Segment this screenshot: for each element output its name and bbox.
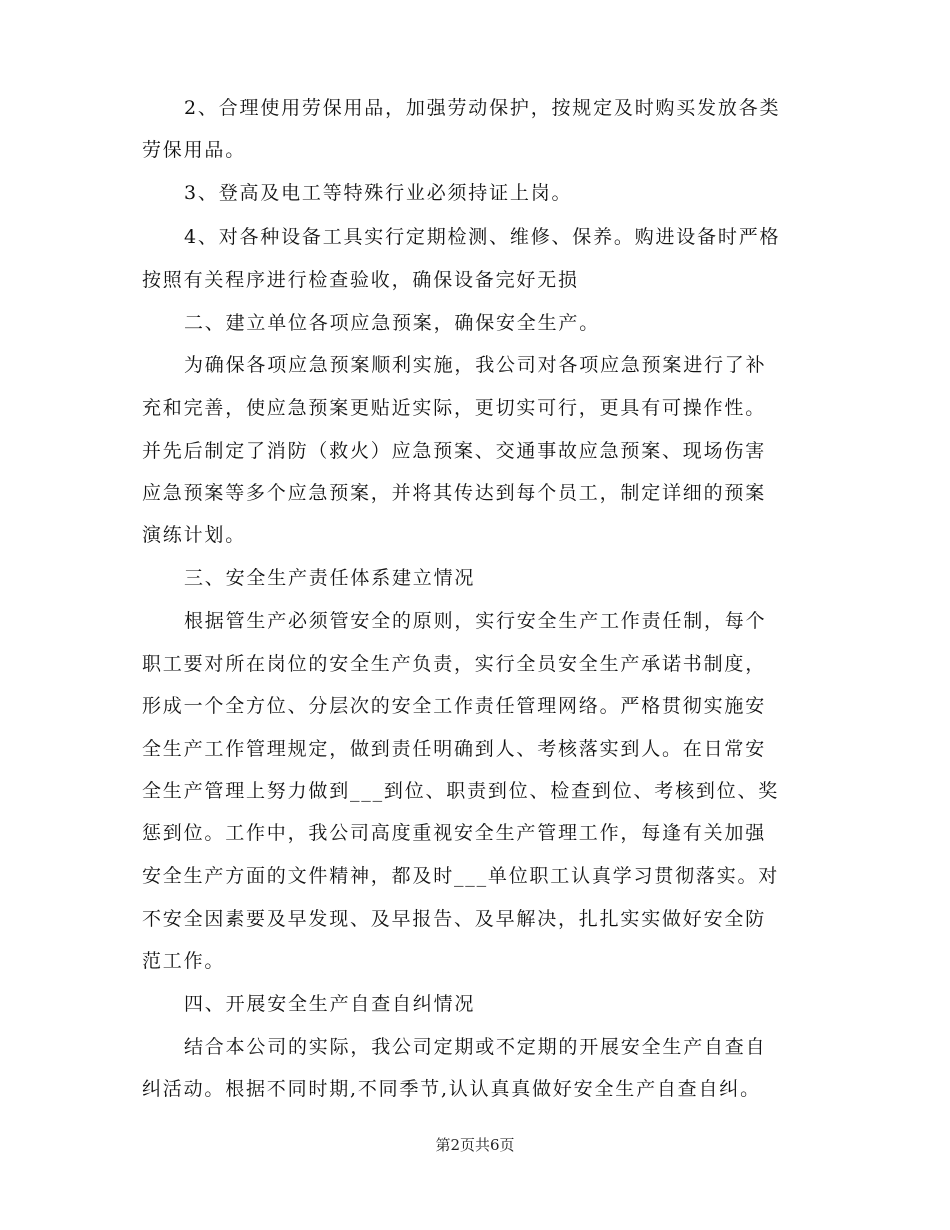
text-line: 劳保用品。 (142, 139, 247, 161)
text-line: 范工作。 (142, 950, 226, 972)
text-line: 3、登高及电工等特殊行业必须持证上岗。 (184, 182, 573, 204)
text-line: 全生产工作管理规定，做到责任明确到人、考核落实到人。在日常安 (142, 738, 767, 760)
text-line: 根据管生产必须管安全的原则，实行安全生产工作责任制，每个 (184, 610, 767, 632)
text-line: 结合本公司的实际，我公司定期或不定期的开展安全生产自查自 (184, 1036, 767, 1058)
text-line: 4、对各种设备工具实行定期检测、维修、保养。购进设备时严格 (184, 226, 781, 248)
section-heading: 二、建立单位各项应急预案，确保安全生产。 (184, 312, 601, 334)
text-line: 惩到位。工作中，我公司高度重视安全生产管理工作，每逢有关加强 (142, 822, 767, 844)
page-number-footer: 第2页共6页 (435, 1136, 515, 1154)
text-line: 2、合理使用劳保用品，加强劳动保护，按规定及时购买发放各类 (184, 97, 781, 119)
text-line: 形成一个全方位、分层次的安全工作责任管理网络。严格贯彻实施安 (142, 695, 767, 717)
text-line: 为确保各项应急预案顺利实施，我公司对各项应急预案进行了补 (184, 354, 767, 376)
text-line: 并先后制定了消防（救火）应急预案、交通事故应急预案、现场伤害 (142, 440, 767, 462)
text-line: 职工要对所在岗位的安全生产负责，实行全员安全生产承诺书制度， (142, 653, 767, 675)
text-line: 演练计划。 (142, 524, 247, 546)
text-line: 全生产管理上努力做到___到位、职责到位、检查到位、考核到位、奖 (142, 780, 780, 802)
text-line: 充和完善，使应急预案更贴近实际，更切实可行，更具有可操作性。 (142, 397, 767, 419)
section-heading: 三、安全生产责任体系建立情况 (184, 567, 476, 589)
section-heading: 四、开展安全生产自查自纠情况 (184, 993, 476, 1015)
text-line: 纠活动。根据不同时期,不同季节,认认真真做好安全生产自查自纠。 (142, 1078, 761, 1100)
text-line: 应急预案等多个应急预案，并将其传达到每个员工，制定详细的预案 (142, 482, 767, 504)
text-line: 按照有关程序进行检查验收，确保设备完好无损 (142, 269, 579, 291)
text-line: 安全生产方面的文件精神，都及时___单位职工认真学习贯彻落实。对 (142, 865, 780, 887)
text-line: 不安全因素要及早发现、及早报告、及早解决，扎扎实实做好安全防 (142, 908, 767, 930)
